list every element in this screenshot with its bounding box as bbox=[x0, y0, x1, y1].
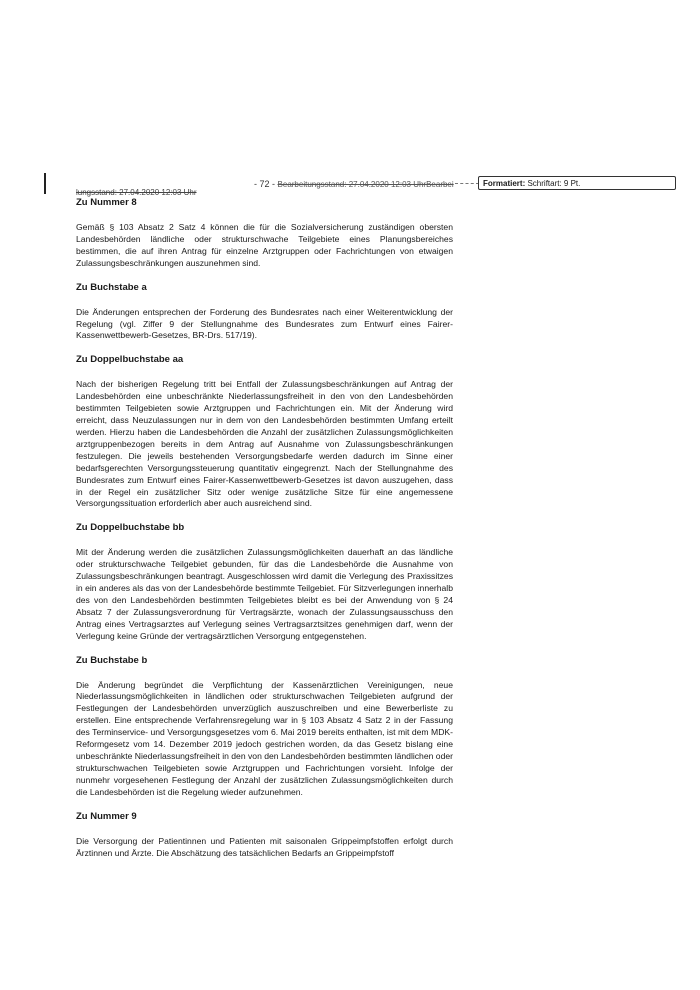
section-heading: Zu Buchstabe a bbox=[76, 281, 147, 293]
page-number: - 72 - bbox=[254, 179, 276, 189]
section-heading: Zu Nummer 9 bbox=[76, 810, 137, 822]
header-center bbox=[254, 179, 454, 189]
body-paragraph: Die Änderung begründet die Verpflichtung der Kassenärztlichen Vereinigungen, neue Niederlassungsmöglichkeiten in ländlichen oder strukturschwachen Teilgebieten aufgrund der Festlegungen der Landesbehörden unverzüglich auszuschreiben und eine Bewerberliste zu erstellen. Eine entsprechende Verfahrensregelung war in § 103 Absatz 4 Satz 2 in der Fassung des Terminservice- und Versorgungsgesetzes vom 6. Mai 2019 bereits enthalten, ist mit dem MDK-Reformgesetz vom 14. Dezember 2019 jedoch gestrichen worden, da das Gesetz bislang eine unbeschränkte Niederlassungsfreiheit in den von den Landesbehörden bestimmten ländlichen oder strukturschwachen Teilgebieten sowie Arztgruppen und Fachrichtungen vorsieht. Infolge der nunmehr vorgesehenen Festlegung der Anzahl der zusätzlichen Zulassungsmöglichkeiten durch die Landesbehörden ist die Regelung wieder aufzunehmen. bbox=[76, 679, 453, 797]
section-heading: Zu Buchstabe b bbox=[76, 654, 148, 666]
body-paragraph: Mit der Änderung werden die zusätzlichen Zulassungsmöglichkeiten dauerhaft an das ländliche oder strukturschwache Teilgebiet gebunden, für das die Landesbehörde die Ausnahme von Zulassungsbeschränkungen beantragt. Ausgeschlossen wird damit die Verlegung des Praxissitzes in ein anderes als das von der Landesbehörde bestimmte Teilgebiet. Für Sitzverlegungen innerhalb des von den Landesbehörden bestimmten Teilgebietes bleibt es bei der Anwendung von § 24 Absatz 7 der Zulassungsverordnung für Vertragsärzte, wonach der Zulassungsausschuss den Antrag eines Vertragsarztes auf Verlegung seines Vertragsarztsitzes genehmigen darf, wenn der Verlegung keine Gründe der vertragsärztlichen Versorgung entgegenstehen. bbox=[76, 547, 453, 641]
body-paragraph: Die Versorgung der Patientinnen und Patienten mit saisonalen Grippeimpfstoffen erfolgt durch Ärztinnen und Ärzte. Die Abschätzung des tatsächlichen Bedarfs an Grippeimpfstoff bbox=[76, 835, 453, 858]
section-heading: Zu Doppelbuchstabe bb bbox=[76, 522, 185, 534]
body-paragraph: Gemäß § 103 Absatz 2 Satz 4 können die für die Sozialversicherung zuständigen obersten Landesbehörden ländliche oder strukturschwache Teilgebiete eines Planungsbereiches bestimmen, die auf ihren Antrag für einzelne Arztgruppen oder Fachrichtungen von etwaigen Zulassungsbeschränkungen auszunehmen sind. bbox=[76, 222, 453, 268]
header-deleted-text: lungsstand: 27.04.2020 12:03 Uhr bbox=[76, 188, 197, 197]
section-heading: Zu Doppelbuchstabe aa bbox=[76, 354, 184, 366]
comment-connector bbox=[455, 183, 479, 184]
section-heading: Zu Nummer 8 bbox=[76, 197, 137, 208]
body-paragraph: Nach der bisherigen Regelung tritt bei Entfall der Zulassungsbeschränkungen auf Antrag der Landesbehörden eine unbeschränkte Niederlassungsfreiheit in den von den Landesbehörden bestimmten Teilgebieten sowie Arztgruppen und Fachrichtungen ein. Mit der Änderung wird erreicht, dass Neuzulassungen nur in dem von den Landesbehörden bestimmten Umfang erteilt werden. Hierzu haben die Landesbehörden die Anzahl der zusätzlichen Zulassungsmöglichkeiten arztgruppenbezogen bereits in dem Antrag auf Ausnahme von Zulassungsbeschränkungen festzulegen. Die jeweils bestehenden Versorgungsbedarfe werden dadurch im Sinne einer bedarfsgerechten Versorgungssteuerung quantitativ eingegrenzt. Nach der Stellungnahme des Bundesrates zum Entwurf eines Fairer-Kassenwettbewerb-Gesetzes ist davon auszugehen, dass in der Regel ein zusätzlicher Sitz oder wenige zusätzliche Sitze für eine angemessene Versorgungssituation erforderlich aber auch ausreichend sind. bbox=[76, 379, 453, 509]
document-body bbox=[76, 197, 453, 871]
revision-stamp: Bearbeitungsstand: 27.04.2020 12:03 UhrBearbei bbox=[277, 180, 454, 189]
change-bar bbox=[44, 173, 46, 194]
comment-label: Formatiert: bbox=[483, 179, 526, 188]
format-comment-balloon[interactable] bbox=[478, 176, 676, 190]
comment-text: Schriftart: 9 Pt. bbox=[527, 179, 581, 188]
body-paragraph: Die Änderungen entsprechen der Forderung des Bundesrates nach einer Weiterentwicklung der Regelung (vgl. Ziffer 9 der Stellungnahme des Bundesrates zum Entwurf eines Fairer-Kassenwettbewerb-Gesetzes, BR-Drs. 517/19). bbox=[76, 306, 453, 341]
